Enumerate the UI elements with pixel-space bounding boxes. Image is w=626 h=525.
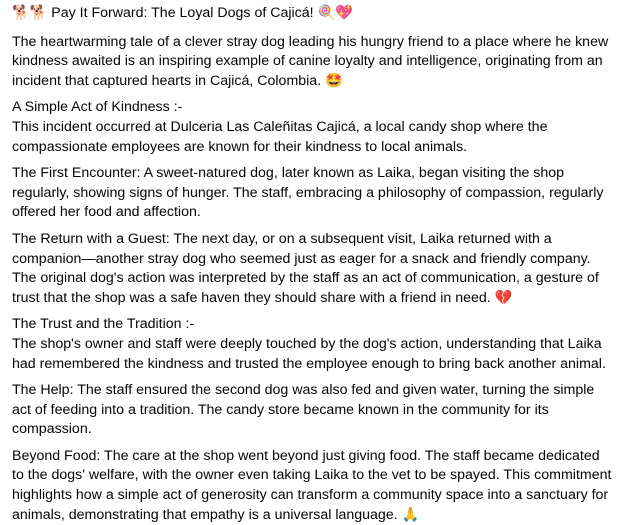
post-title: 🐕🐕 Pay It Forward: The Loyal Dogs of Cajicá! 🍭💖 — [12, 5, 353, 21]
post-paragraph-intro: The heartwarming tale of a clever stray dog leading his hungry friend to a place where he knew kindness awaited is an inspiring example of canine loyalty and intelligence, originating from an incident that captured hearts in Cajicá, Colombia. 🤩 — [12, 33, 609, 89]
post-paragraph-first-encounter: The First Encounter: A sweet-natured dog, later known as Laika, began visiting the shop regularly, showing signs of hunger. The staff, embracing a philosophy of compassion, regularly offered her food and affection. — [12, 165, 604, 221]
post-paragraph-simple-act: A Simple Act of Kindness :- This incident occurred at Dulceria Las Caleñitas Cajicá, a local candy shop where the compassionate employees are known for their kindness to local animals. — [12, 99, 548, 155]
post-paragraph-return-with-guest: The Return with a Guest: The next day, or on a subsequent visit, Laika returned with a companion—another stray dog who seemed just as eager for a snack and friendly company. The original dog's action was interpreted by the staff as an act of communication, a gesture of trust that the shop was a safe haven they should share with a friend in need. 💔 — [12, 230, 599, 306]
post-paragraph-the-help: The Help: The staff ensured the second dog was also fed and given water, turning the simple act of feeding into a tradition. The candy store became known in the community for its compassion. — [12, 382, 595, 438]
post-paragraph-trust-tradition: The Trust and the Tradition :- The shop's owner and staff were deeply touched by the dog's action, understanding that Laika had remembered the kindness and trusted the employee enough to bring back another animal. — [12, 316, 606, 372]
post-paragraph-beyond-food: Beyond Food: The care at the shop went beyond just giving food. The staff became dedicated to the dogs' welfare, with the owner even taking Laika to the vet to be spayed. This commitment highlights how a simple act of generosity can transform a community space into a sanctuary for animals, demonstrating that empathy is a universal language. 🙏 — [12, 447, 612, 523]
